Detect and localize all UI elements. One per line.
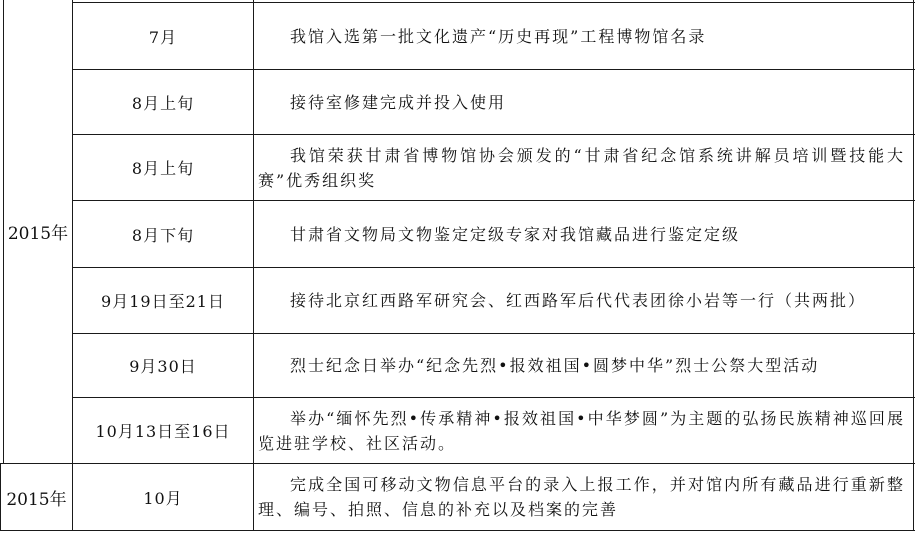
event-cell — [254, 398, 913, 463]
event-cell — [254, 135, 913, 200]
event-cell — [254, 201, 913, 267]
date-label: 8月上旬 — [131, 159, 195, 178]
date-cell — [73, 201, 253, 267]
date-label: 8月上旬 — [131, 93, 195, 113]
event-text: 接待室修建完成并投入使用 — [290, 92, 507, 112]
year-label: 2015年 — [6, 489, 67, 510]
event-cell — [254, 3, 913, 69]
event-cell — [254, 268, 913, 333]
date-label: 9月19日至21日 — [101, 292, 225, 311]
date-label: 10月 — [143, 488, 183, 508]
date-label: 8月下旬 — [131, 225, 195, 245]
event-text: 我馆荣获甘肃省博物馆协会颁发的“甘肃省纪念馆系统讲解员培训暨技能大赛”优秀组织奖 — [258, 145, 905, 190]
event-cell — [254, 464, 913, 530]
event-text: 我馆入选第一批文化遗产“历史再现”工程博物馆名录 — [290, 26, 707, 46]
table-right-border — [913, 0, 914, 531]
date-label: 7月 — [148, 27, 178, 47]
year-cell — [4, 0, 72, 463]
event-text: 接待北京红西路军研究会、红西路军后代代表团徐小岩等一行（共两批） — [290, 291, 867, 310]
event-cell — [254, 70, 913, 134]
date-cell — [73, 3, 253, 69]
date-cell — [73, 268, 253, 333]
event-text: 完成全国可移动文物信息平台的录入上报工作，并对馆内所有藏品进行重新整理、编号、拍照、信息的补充以及档案的完善 — [258, 475, 905, 519]
date-cell — [73, 135, 253, 200]
date-cell — [73, 464, 253, 530]
date-cell — [73, 70, 253, 134]
year-label: 2015年 — [7, 224, 69, 244]
date-label: 9月30日 — [129, 357, 197, 376]
event-text: 烈士纪念日举办“纪念先烈•报效祖国•圆梦中华”烈士公祭大型活动 — [290, 356, 820, 375]
event-text: 甘肃省文物局文物鉴定定级专家对我馆藏品进行鉴定定级 — [290, 224, 741, 244]
year-cell — [1, 464, 72, 530]
table-bottom-border — [0, 530, 915, 531]
date-label: 10月13日至16日 — [95, 422, 231, 441]
event-cell — [254, 334, 913, 397]
event-text: 举办“缅怀先烈•传承精神•报效祖国•中华梦圆”为主题的弘扬民族精神巡回展览进驻学校、社区活动。 — [258, 408, 905, 453]
date-cell — [73, 334, 253, 397]
date-cell — [73, 398, 253, 463]
